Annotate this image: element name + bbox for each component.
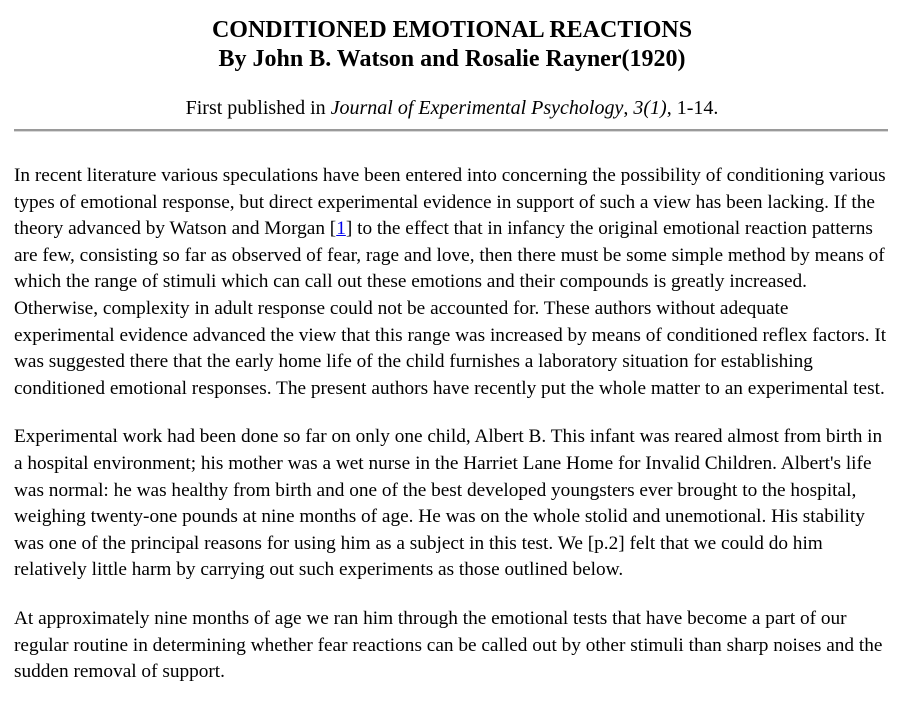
paragraph-1-text-a: In recent literature various speculations have been entered into concerning the possibility of conditioning various types of emotional response, but direct experimental evidence in support of such a view has been lacking. If the theory advanced by Watson and Morgan [: [14, 165, 886, 240]
journal-name: Journal of Experimental Psychology: [330, 97, 624, 119]
page-title: CONDITIONED EMOTIONAL REACTIONS: [211, 17, 693, 43]
publication-info: [0, 94, 904, 122]
journal-volume: 3(1): [633, 97, 667, 119]
paragraph-2: Experimental work had been done so far on only one child, Albert B. This infant was reared almost from birth in a hospital environment; his mother was a wet nurse in the Harriet Lane Home for Invalid Children. Albert's life was normal: he was healthy from birth and one of the best developed youngsters ever brought to the hospital, weighing twenty-one pounds at nine months of age. He was on the whole stolid and unemotional. His stability was one of the principal reasons for using him as a subject in this test. We [p.2] felt that we could do him relatively little harm by carrying out such experiments as those outlined below.: [14, 426, 883, 581]
published-prefix: First published in: [185, 97, 331, 119]
page-byline: By John B. Watson and Rosalie Rayner(1920): [218, 46, 686, 72]
paragraph-1-text-b: ] to the effect that in infancy the original emotional reaction patterns are few, consisting so far as observed of fear, rage and love, then there must be some simple method by means of which the range of stimuli which can call out these emotions and their compounds is greatly increased. Otherwise, complexity in adult response could not be accounted for. These authors without adequate experimental evidence advanced the view that this range was increased by means of conditioned reflex factors. It was suggested there that the early home life of the child furnishes a laboratory situation for establishing conditioned emotional responses. The present authors have recently put the whole matter to an experimental test.: [14, 218, 887, 399]
journal-separator: ,: [623, 97, 634, 119]
paragraph-3: At approximately nine months of age we ran him through the emotional tests that have become a part of our regular routine in determining whether fear reactions can be called out by other stimuli than sharp noises and the sudden removal of support.: [14, 607, 883, 683]
reference-link-1[interactable]: 1: [336, 218, 346, 240]
article-body: [14, 163, 892, 708]
horizontal-divider: [14, 129, 888, 132]
paragraph-1: [14, 163, 892, 402]
journal-pages: , 1-14.: [666, 97, 719, 119]
